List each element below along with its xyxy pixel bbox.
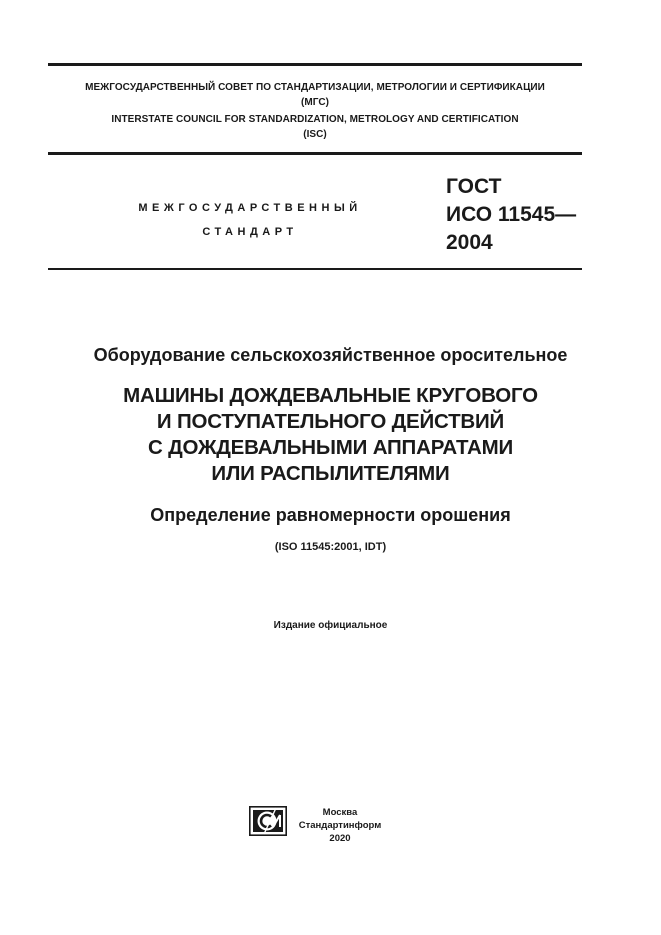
standard-type-line2: СТАНДАРТ [202,226,298,238]
main-title-line1: МАШИНЫ ДОЖДЕВАЛЬНЫЕ КРУГОВОГО [123,384,538,407]
main-title-line4: ИЛИ РАСПЫЛИТЕЛЯМИ [211,462,450,485]
publisher-name: Стандартинформ [298,820,382,831]
general-title: Оборудование сельскохозяйственное оросительное [93,345,568,365]
main-title [0,383,661,487]
gost-number: ИСО 11545— [446,203,577,226]
publisher-city: Москва [322,807,358,818]
top-rule [48,63,582,66]
council-ru-name: МЕЖГОСУДАРСТВЕННЫЙ СОВЕТ ПО СТАНДАРТИЗАЦИИ, МЕТРОЛОГИИ И СЕРТИФИКАЦИИ [85,82,545,93]
council-ru-abbr: (МГС) [301,97,329,108]
designation-bottom-rule [48,268,582,270]
council-en-name: INTERSTATE COUNCIL FOR STANDARDIZATION, METROLOGY AND CERTIFICATION [111,114,519,125]
council-en-abbr: (ISC) [303,129,327,140]
gost-designation [446,173,576,257]
council-english [48,112,582,142]
publisher-year: 2020 [329,833,351,844]
standartinform-logo-icon [249,806,287,836]
header-bottom-rule [48,152,582,155]
main-title-line3: С ДОЖДЕВАЛЬНЫМИ АППАРАТАМИ [147,436,514,459]
publisher-info [294,806,386,845]
gost-year: 2004 [446,231,493,254]
iso-reference: (ISO 11545:2001, IDT) [274,541,387,553]
gost-label: ГОСТ [446,175,502,198]
council-russian [48,80,582,110]
main-title-line2: И ПОСТУПАТЕЛЬНОГО ДЕЙСТВИЙ [156,410,505,433]
edition-label: Издание официальное [273,620,388,631]
standard-type [110,196,390,244]
standard-type-line1: МЕЖГОСУДАРСТВЕННЫЙ [138,202,362,214]
subtitle: Определение равномерности орошения [150,505,511,525]
